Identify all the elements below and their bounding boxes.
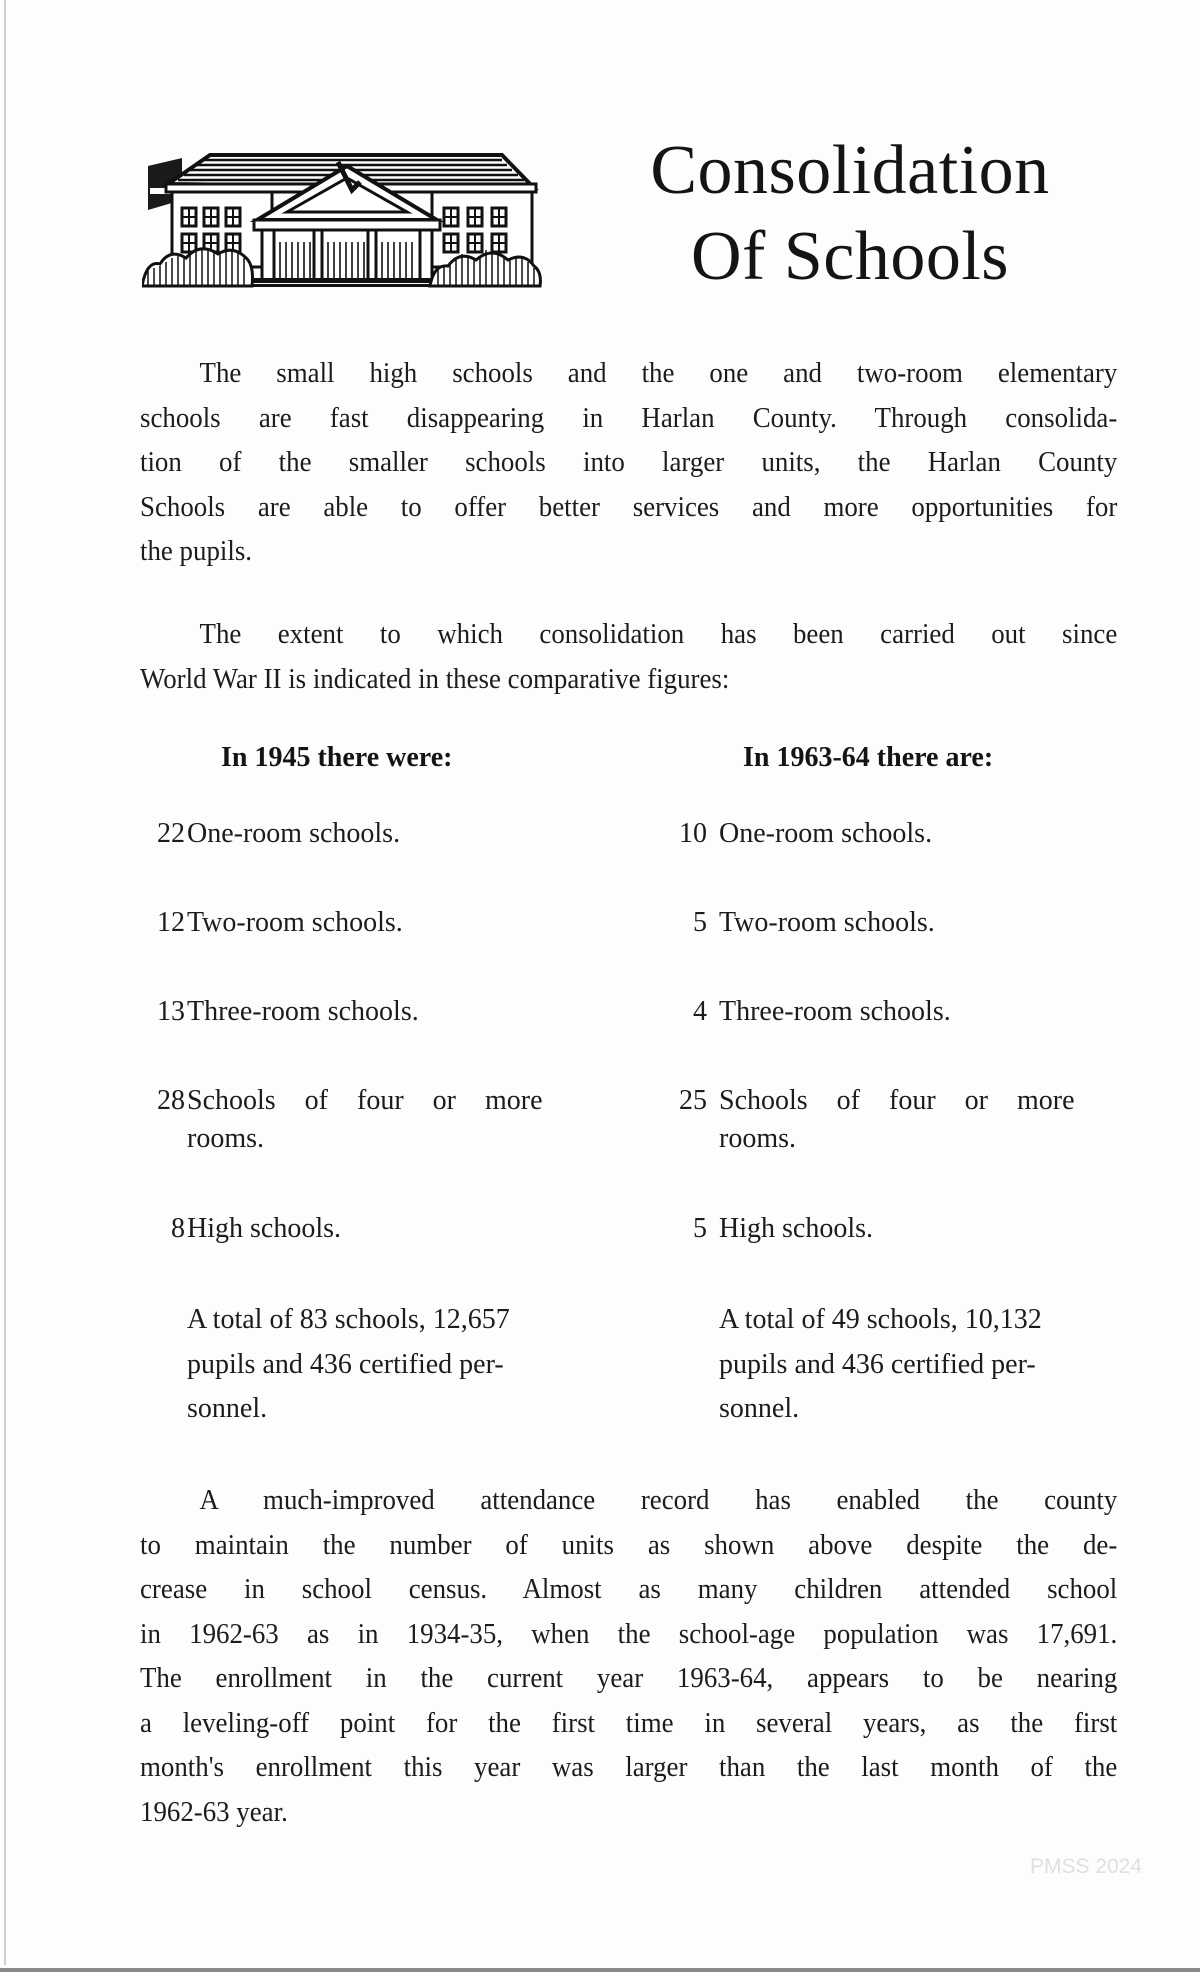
paragraph-extent — [140, 613, 1117, 702]
count-1963-64: 10 — [679, 818, 707, 849]
paragraph-line: schools are fast disappearing in Harlan County. Through consolida- — [140, 402, 1118, 434]
page-edge-left — [4, 0, 6, 1965]
row-label: One-room schools. — [719, 818, 933, 849]
row-label: High schools. — [187, 1213, 341, 1244]
watermark: PMSS 2024 — [1030, 1855, 1143, 1878]
total-1963-64: A total of 49 schools, 10,132 pupils and 436 certified per- sonnel. — [719, 1304, 1042, 1424]
row-label-continued: rooms. — [187, 1123, 264, 1154]
paragraph-line: crease in school census. Almost as many children attended school — [140, 1574, 1118, 1605]
paragraph-line: The enrollment in the current year 1963-64, appears to be nearing — [140, 1663, 1118, 1694]
row-label: Three-room schools. — [719, 996, 951, 1027]
row-label-continued: rooms. — [719, 1123, 796, 1154]
column-header-1963-64: In 1963-64 there are: — [743, 742, 994, 773]
row-label: High schools. — [719, 1213, 873, 1244]
paragraph-line: Schools are able to offer better services and more opportunities for — [140, 491, 1118, 523]
paragraph-line: The small high schools and the one and two-room elementary — [199, 358, 1118, 389]
paragraph-line: in 1962-63 as in 1934-35, when the school-age population was 17,691. — [140, 1618, 1118, 1650]
title-line-2: Of Schools — [690, 218, 1010, 295]
count-1945: 12 — [157, 907, 185, 938]
count-1963-64: 25 — [679, 1085, 707, 1116]
school-building-icon — [142, 138, 542, 288]
paragraph-intro — [140, 352, 1117, 575]
paragraph-line: month's enrollment this year was larger than the last month of the — [140, 1752, 1118, 1783]
paragraph-line: A much-improved attendance record has enabled the county — [199, 1485, 1118, 1516]
row-label: Schools of four or more — [719, 1085, 1075, 1116]
paragraph-line: World War II is indicated in these comparative figures: — [140, 663, 730, 695]
paragraph-line: tion of the smaller schools into larger units, the Harlan County — [140, 447, 1118, 478]
column-header-1945: In 1945 there were: — [221, 742, 453, 773]
page-title — [630, 128, 1070, 300]
row-label: One-room schools. — [187, 818, 401, 849]
paragraph-attendance — [140, 1479, 1117, 1835]
row-label: Two-room schools. — [187, 907, 403, 938]
count-1963-64: 5 — [693, 907, 707, 938]
count-1963-64: 5 — [693, 1213, 707, 1244]
paragraph-line: The extent to which consolidation has been carried out since — [199, 619, 1118, 650]
paragraph-line: the pupils. — [140, 536, 253, 567]
total-1945: A total of 83 schools, 12,657 pupils and 436 certified per- sonnel. — [187, 1304, 510, 1424]
row-label: Schools of four or more — [187, 1085, 543, 1116]
paragraph-line: a leveling-off point for the first time in several years, as the first — [140, 1707, 1118, 1739]
row-label: Two-room schools. — [719, 907, 935, 938]
count-1945: 8 — [171, 1213, 185, 1244]
paragraph-line: to maintain the number of units as shown above despite the de- — [140, 1529, 1118, 1561]
count-1963-64: 4 — [693, 996, 707, 1027]
page-edge-bottom — [0, 1968, 1200, 1972]
paragraph-line: 1962-63 year. — [140, 1796, 288, 1828]
count-1945: 13 — [157, 996, 185, 1027]
count-1945: 22 — [157, 818, 185, 849]
row-label: Three-room schools. — [187, 996, 419, 1027]
count-1945: 28 — [157, 1085, 185, 1116]
title-line-1: Consolidation — [650, 132, 1050, 209]
